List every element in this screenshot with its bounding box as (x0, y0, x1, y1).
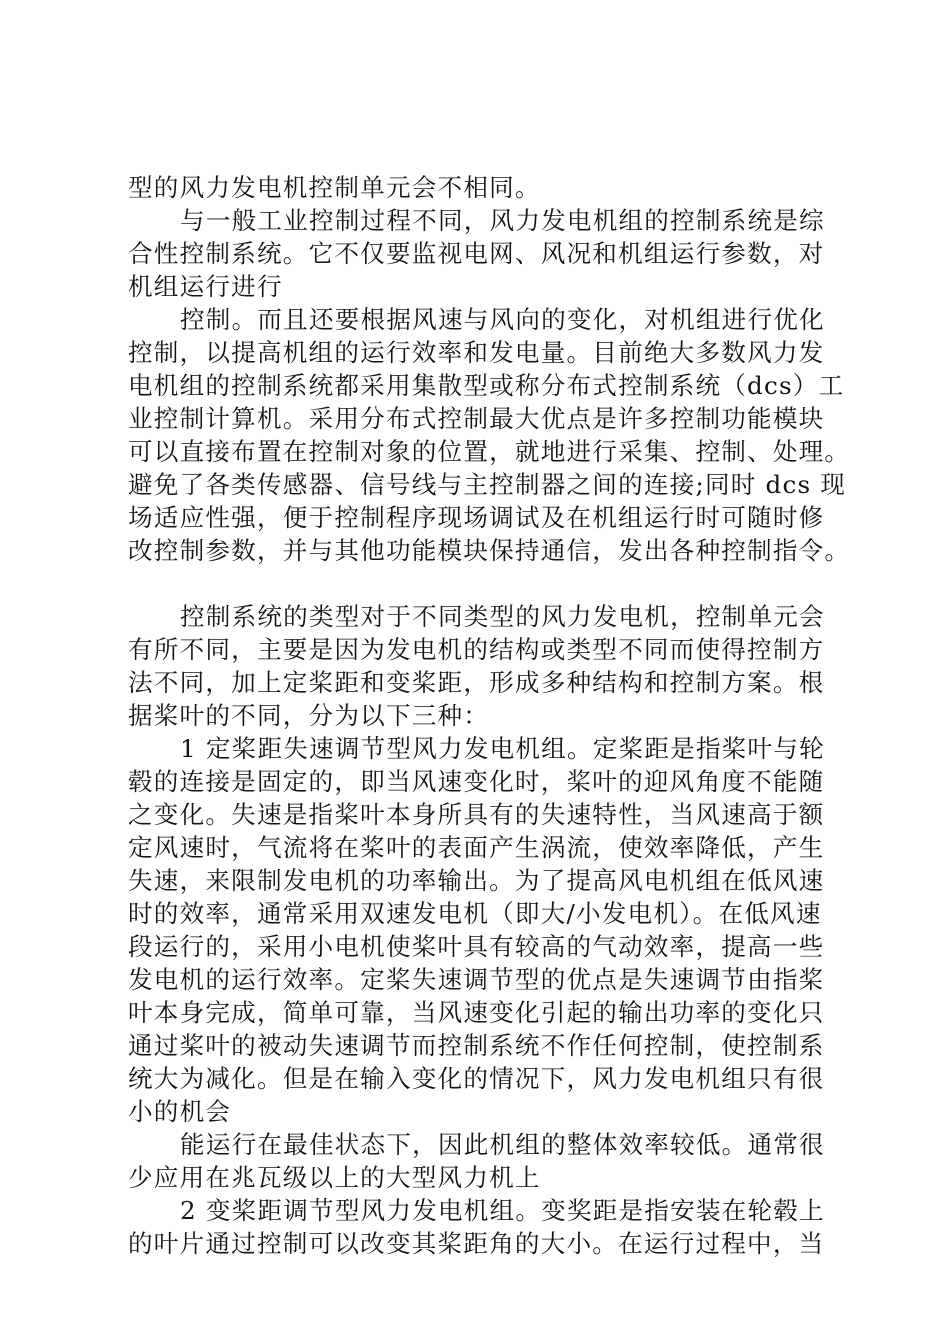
text-line: 发电机的运行效率。定桨失速调节型的优点是失速调节由指桨 (128, 965, 825, 994)
body-text (128, 171, 851, 1260)
blank-line (128, 567, 838, 600)
text-line: 业控制计算机。采用分布式控制最大优点是许多控制功能模块 (128, 404, 825, 433)
text-line: 少应用在兆瓦级以上的大型风力机上 (128, 1163, 541, 1192)
text-line: 叶本身完成，简单可靠，当风速变化引起的输出功率的变化只 (128, 998, 825, 1027)
text-line: 有所不同，主要是因为发电机的结构或类型不同而使得控制方 (128, 635, 825, 664)
text-line: 的叶片通过控制可以改变其桨距角的大小。在运行过程中，当 (128, 1229, 825, 1258)
text-line: 电机组的控制系统都采用集散型或称分布式控制系统（dcs）工 (128, 371, 845, 400)
text-line: 控制，以提高机组的运行效率和发电量。目前绝大多数风力发 (128, 338, 825, 367)
text-line: 场适应性强，便于控制程序现场调试及在机组运行时可随时修 (128, 503, 825, 532)
text-line: 失速，来限制发电机的功率输出。为了提高风电机组在低风速 (128, 866, 825, 895)
text-line: 型的风力发电机控制单元会不相同。 (128, 173, 541, 202)
paragraph-start-line: 控制。而且还要根据风速与风向的变化，对机组进行优化 (180, 305, 825, 334)
text-line: 机组运行进行 (128, 272, 283, 301)
text-line: 之变化。失速是指桨叶本身所具有的失速特性，当风速高于额 (128, 800, 825, 829)
paragraph-start-line: 1 定桨距失速调节型风力发电机组。定桨距是指桨叶与轮 (180, 734, 825, 763)
paragraph-start-line: 能运行在最佳状态下，因此机组的整体效率较低。通常很 (180, 1130, 825, 1159)
paragraph-start-line: 2 变桨距调节型风力发电机组。变奖距是指安装在轮毂上 (180, 1196, 825, 1225)
text-line: 时的效率，通常采用双速发电机（即大/小发电机）。在低风速 (128, 899, 822, 928)
text-line: 定风速时，气流将在桨叶的表面产生涡流，使效率降低，产生 (128, 833, 825, 862)
text-line: 段运行的，采用小电机使桨叶具有较高的气动效率，提高一些 (128, 932, 825, 961)
text-line: 避免了各类传感器、信号线与主控制器之间的连接;同时 dcs 现 (128, 470, 847, 499)
text-line: 通过桨叶的被动失速调节而控制系统不作任何控制，使控制系 (128, 1031, 825, 1060)
text-line: 统大为减化。但是在输入变化的情况下，风力发电机组只有很 (128, 1064, 825, 1093)
paragraph-start-line: 与一般工业控制过程不同，风力发电机组的控制系统是综 (180, 206, 825, 235)
text-line: 改控制参数，并与其他功能模块保持通信，发出各种控制指令。 (128, 536, 851, 565)
text-line: 据桨叶的不同，分为以下三种： (128, 701, 490, 730)
text-line: 可以直接布置在控制对象的位置，就地进行采集、控制、处理。 (128, 437, 851, 466)
paragraph-start-line: 控制系统的类型对于不同类型的风力发电机，控制单元会 (180, 602, 825, 631)
text-line: 合性控制系统。它不仅要监视电网、风况和机组运行参数，对 (128, 239, 825, 268)
text-line: 小的机会 (128, 1097, 232, 1126)
text-line: 毂的连接是固定的，即当风速变化时，桨叶的迎风角度不能随 (128, 767, 825, 796)
text-line: 法不同，加上定桨距和变桨距，形成多种结构和控制方案。根 (128, 668, 825, 697)
